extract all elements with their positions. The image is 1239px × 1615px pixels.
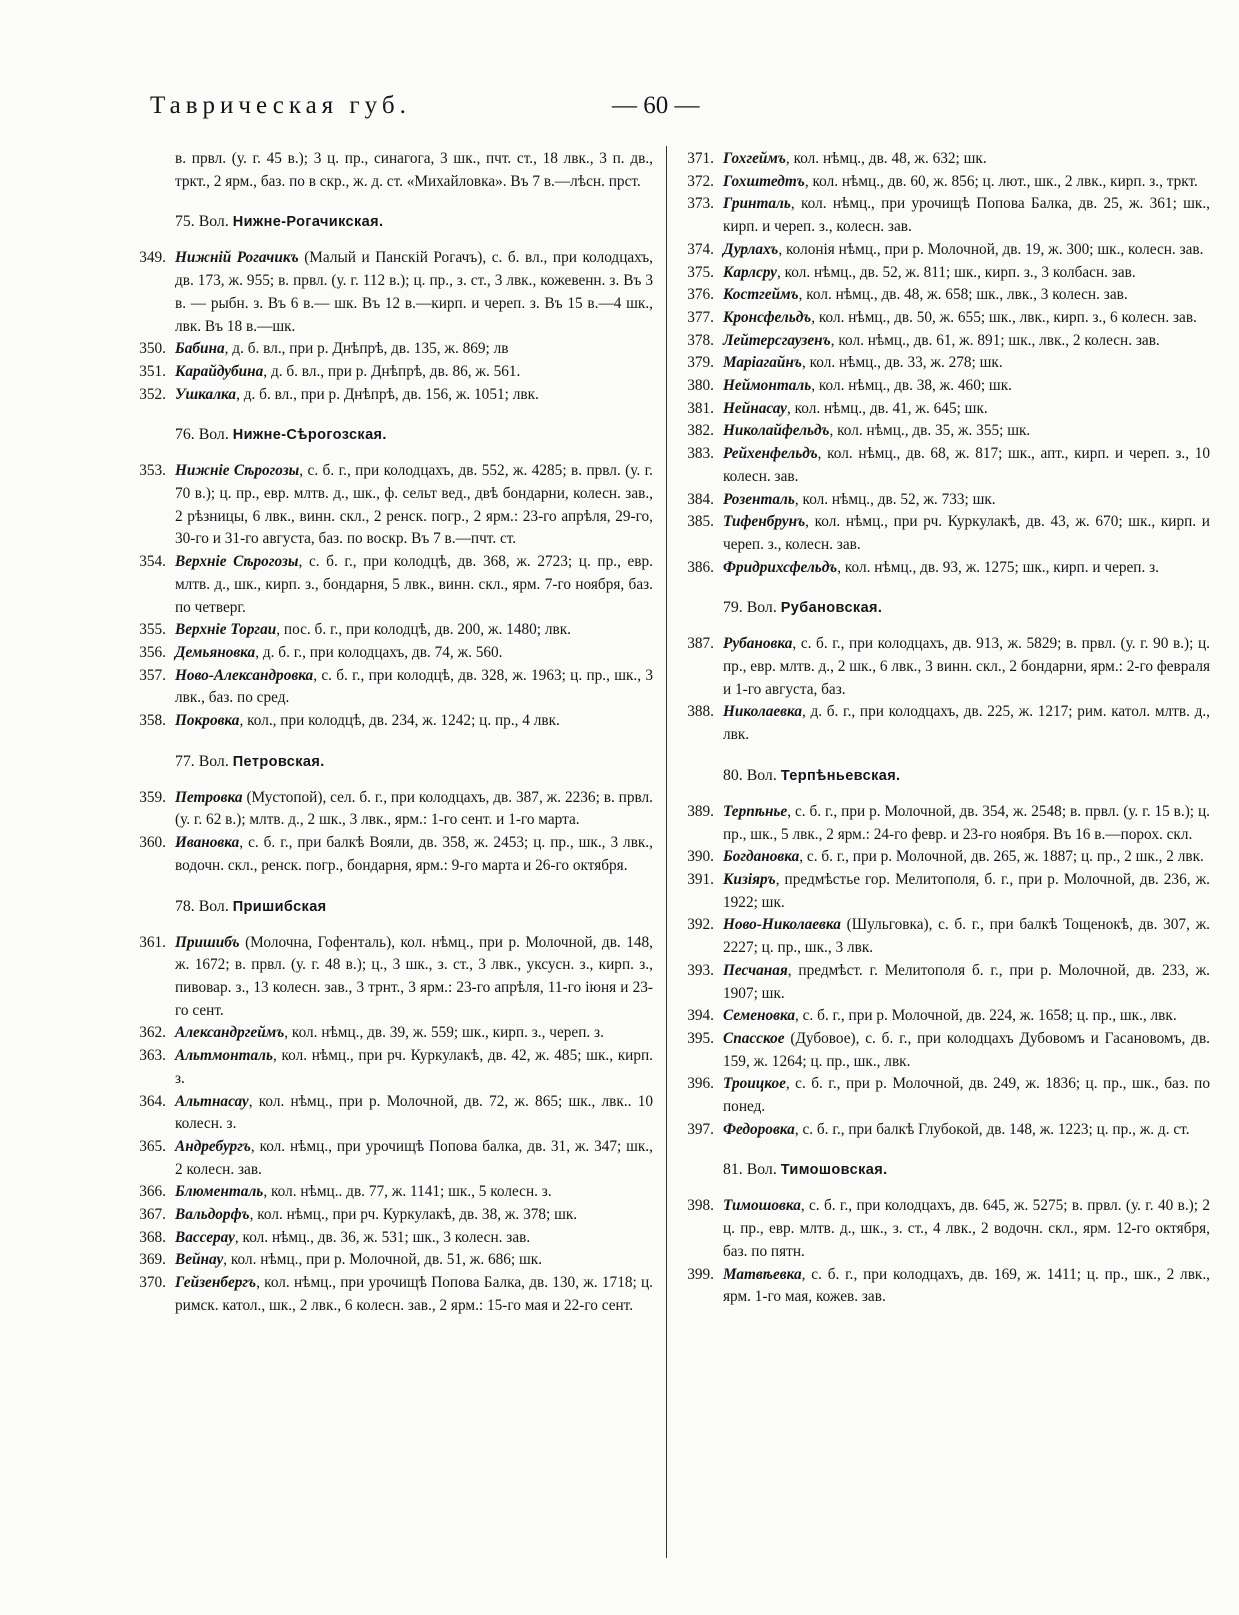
- settlement-entry: [678, 1119, 1210, 1142]
- entry-number: 361.: [139, 933, 166, 951]
- entry-number: 367.: [139, 1206, 166, 1224]
- entry-description: , д. б. г., при колодцахъ, дв. 74, ж. 560.: [255, 643, 503, 661]
- settlement-entry: [678, 701, 1210, 746]
- settlement-entry: [678, 398, 1210, 421]
- entry-number: 363.: [139, 1047, 166, 1065]
- entry-number: 358.: [139, 712, 166, 730]
- settlement-entry: [678, 193, 1210, 238]
- settlement-entry: [130, 1091, 653, 1136]
- volost-heading: [678, 1161, 1210, 1179]
- settlement-name: Богдановка: [723, 848, 800, 866]
- entry-number: 397.: [687, 1120, 714, 1138]
- settlement-entry: [678, 1073, 1210, 1118]
- settlement-name: Дурлахъ: [723, 240, 779, 258]
- entry-description: , с. б. г., при колодцахъ, дв. 913, ж. 5829; в. првл. (у. г. 90 в.); ц. пр., евр. млтв. д., 2 шк., 6 лвк., 3 винн. скл., 2 бондарни, ярм.: 2-го февраля и 1-го августа, баз.: [723, 635, 1210, 698]
- volost-title: Петровская.: [232, 753, 325, 770]
- settlement-entry: [678, 633, 1210, 701]
- settlement-entry: [678, 914, 1210, 959]
- volost-heading: [130, 898, 653, 916]
- entry-number: 390.: [687, 848, 714, 866]
- settlement-name: Ушкалка: [175, 385, 237, 403]
- entry-number: 385.: [687, 513, 714, 531]
- settlement-name: Бабина: [175, 340, 225, 358]
- entry-description: , д. б. вл., при р. Днѣпрѣ, дв. 135, ж. 869; лв: [224, 340, 509, 358]
- settlement-entry: [678, 557, 1210, 580]
- volost-title: Тимошовская.: [780, 1162, 888, 1179]
- settlement-entry: [130, 665, 653, 710]
- entry-number: 378.: [687, 331, 714, 349]
- entry-description: , с. б. г., при колодцѣ, дв. 368, ж. 2723; ц. пр., евр. млтв. д., шк., кирп. з., бондарня, 5 лвк., винн. скл., ярм. 7-го ноября, баз. по четверг.: [175, 553, 654, 616]
- volost-prefix: Вол.: [198, 426, 229, 444]
- entry-description: , кол. нѣмц., дв. 48, ж. 632; шк.: [785, 150, 987, 167]
- settlement-name: Пришибъ: [175, 933, 240, 951]
- settlement-name: Петровка: [175, 788, 243, 806]
- entry-number: 388.: [687, 703, 714, 721]
- settlement-name: Гейзенбергъ: [175, 1274, 257, 1292]
- settlement-name: Федоровка: [723, 1120, 795, 1138]
- settlement-entry: [678, 489, 1210, 512]
- settlement-entry: [678, 284, 1210, 307]
- settlement-entry: [678, 801, 1210, 846]
- entry-description: , д. б. г., при колодцахъ, дв. 225, ж. 1217; рим. катол. млтв. д., лвк.: [723, 703, 1210, 744]
- entry-description: , д. б. вл., при р. Днѣпрѣ, дв. 156, ж. 1051; лвк.: [236, 385, 539, 403]
- settlement-name: Рейхенфельдъ: [723, 445, 818, 463]
- volost-prefix: Вол.: [746, 766, 777, 784]
- entry-description: , кол. нѣмц., дв. 68, ж. 817; шк., апт., кирп. и череп. з., 10 колесн. зав.: [723, 445, 1210, 485]
- entry-description: , кол. нѣмц., дв. 48, ж. 658; шк., лвк., 3 колесн. зав.: [798, 286, 1128, 304]
- settlement-name: Терпѣнье: [723, 802, 788, 820]
- entry-number: 381.: [687, 399, 714, 417]
- entry-number: 364.: [139, 1092, 166, 1110]
- settlement-name: Альтнасау: [175, 1092, 249, 1110]
- settlement-entry: [678, 420, 1210, 443]
- volost-number: 77.: [175, 752, 195, 770]
- settlement-entry: [678, 869, 1210, 914]
- entry-number: 399.: [687, 1265, 714, 1283]
- entry-number: 396.: [687, 1075, 714, 1093]
- entry-number: 379.: [687, 354, 714, 372]
- settlement-name: Розенталь: [723, 490, 795, 508]
- entry-number: 382.: [687, 422, 714, 440]
- settlement-entry: [130, 932, 653, 1023]
- settlement-name: Маріагайнъ: [723, 354, 802, 372]
- entry-number: 380.: [687, 377, 714, 395]
- settlement-name: Нижній Рогачикъ: [175, 249, 299, 267]
- settlement-name: Гохгеймъ: [723, 150, 786, 167]
- settlement-entry: [130, 551, 653, 619]
- entry-description: , с. б. г., при р. Молочной, дв. 249, ж. 1836; ц. пр., шк., баз. по понед.: [723, 1075, 1210, 1116]
- settlement-name: Карайдубина: [175, 362, 264, 380]
- entry-number: 369.: [139, 1251, 166, 1269]
- settlement-entry: [678, 262, 1210, 285]
- settlement-entry: [678, 1005, 1210, 1028]
- entry-description: , кол. нѣмц., при р. Молочной, дв. 51, ж. 686; шк.: [223, 1251, 543, 1269]
- settlement-entry: [130, 460, 653, 551]
- settlement-entry: [130, 1272, 653, 1317]
- entry-number: 366.: [139, 1183, 166, 1201]
- entry-number: 375.: [687, 263, 714, 281]
- page-header: [150, 92, 1110, 126]
- settlement-entry: [678, 239, 1210, 262]
- volost-prefix: Вол.: [198, 897, 229, 915]
- settlement-name: Вассерау: [175, 1228, 235, 1246]
- settlement-entry: [130, 642, 653, 665]
- entry-description: , кол. нѣмц., при рч. Куркулакѣ, дв. 38, ж. 378; шк.: [249, 1206, 578, 1224]
- entry-continuation: в. првл. (у. г. 45 в.); 3 ц. пр., синагога, 3 шк., пчт. ст., 18 лвк., 3 п. дв., тркт., 2 ярм., баз. по в скр., ж. д. ст. «Михайловка». Въ 7 в.—лѣсн. прст.: [175, 150, 653, 190]
- entry-number: 392.: [687, 916, 714, 934]
- settlement-name: Вальдорфъ: [175, 1206, 250, 1224]
- settlement-entry: [678, 443, 1210, 488]
- left-column: [130, 148, 653, 1318]
- entry-number: 368.: [139, 1228, 166, 1246]
- entry-description: , кол. нѣмц., дв. 38, ж. 460; шк.: [811, 377, 1012, 395]
- alternate-name: (Шульговка): [840, 916, 929, 934]
- volost-prefix: Вол.: [746, 599, 777, 617]
- settlement-name: Ново-Александровка: [175, 666, 314, 684]
- volost-title: Рубановская.: [780, 600, 883, 617]
- entry-description: , кол. нѣмц., при р. Молочной, дв. 72, ж. 865; шк., лвк.. 10 колесн. з.: [175, 1092, 653, 1133]
- entry-description: , с. б. г., при колодцахъ Дубовомъ и Гасановомъ, дв. 159, ж. 1264; ц. пр., шк., лвк.: [723, 1029, 1210, 1070]
- settlement-name: Спасское: [723, 1029, 785, 1047]
- entry-number: 377.: [687, 308, 714, 326]
- settlement-entry: [130, 619, 653, 642]
- settlement-entry: [130, 710, 653, 733]
- settlement-name: Кронсфельдъ: [723, 308, 812, 326]
- volost-title: Пришибская: [232, 898, 327, 915]
- alternate-name: (Молочна, Гофенталь): [239, 933, 392, 951]
- settlement-entry: [678, 352, 1210, 375]
- volost-heading: [130, 753, 653, 771]
- settlement-name: Нейнасау: [723, 399, 787, 417]
- volost-title: Нижне-Рогачикская.: [232, 214, 384, 231]
- settlement-name: Александргеймъ: [175, 1024, 285, 1042]
- settlement-name: Верхніе Сѣрогозы: [175, 553, 299, 571]
- entry-description: , предмѣст. г. Мелитополя б. г., при р. Молочной, дв. 233, ж. 1907; шк.: [723, 961, 1210, 1002]
- settlement-name: Тифенбрунъ: [723, 513, 806, 531]
- settlement-name: Песчаная: [723, 961, 788, 979]
- entry-number: 376.: [687, 286, 714, 304]
- entry-description: , д. б. вл., при р. Днѣпрѣ, дв. 86, ж. 561.: [263, 362, 521, 380]
- volost-title: Терпѣньевская.: [780, 767, 901, 784]
- settlement-entry: [678, 1195, 1210, 1263]
- entry-description: , кол., при колодцѣ, дв. 234, ж. 1242; ц. пр., 4 лвк.: [239, 712, 560, 730]
- settlement-entry: [130, 1204, 653, 1227]
- entry-description: , кол. нѣмц., дв. 36, ж. 531; шк., 3 колесн. зав.: [234, 1228, 531, 1246]
- entry-description: , кол. нѣмц., дв. 35, ж. 355; шк.: [829, 422, 1031, 440]
- settlement-entry: [130, 832, 653, 877]
- volost-number: 76.: [175, 426, 195, 444]
- entry-number: 354.: [139, 553, 166, 571]
- settlement-entry: [678, 330, 1210, 353]
- settlement-entry: [678, 375, 1210, 398]
- volost-number: 75.: [175, 213, 195, 231]
- entry-description: , с. б. г., при колодцѣ, дв. 328, ж. 1963; ц. пр., шк., 3 лвк., баз. по сред.: [175, 666, 653, 707]
- entry-number: 393.: [687, 961, 714, 979]
- settlement-entry: [678, 148, 1210, 171]
- entry-description: , кол. нѣмц., дв. 52, ж. 733; шк.: [794, 490, 996, 508]
- volost-heading: [678, 767, 1210, 785]
- settlement-name: Семеновка: [723, 1007, 795, 1025]
- entry-number: 394.: [687, 1007, 714, 1025]
- entry-number: 349.: [139, 249, 166, 267]
- settlement-name: Лейтерсгаузенъ: [723, 331, 831, 349]
- entry-description: , кол. нѣмц., дв. 93, ж. 1275; шк., кирп. и череп. з.: [837, 558, 1159, 576]
- settlement-entry: [130, 787, 653, 832]
- settlement-entry: [678, 171, 1210, 194]
- settlement-entry: [130, 1181, 653, 1204]
- column-divider: [666, 146, 667, 1558]
- volost-number: 78.: [175, 897, 195, 915]
- settlement-entry: [678, 1028, 1210, 1073]
- settlement-name: Николаевка: [723, 703, 802, 721]
- entry-description: , кол. нѣмц., при урочищѣ Попова балка, дв. 31, ж. 347; шк., 2 колесн. зав.: [175, 1137, 653, 1178]
- settlement-entry: [678, 307, 1210, 330]
- settlement-name: Покровка: [175, 712, 240, 730]
- settlement-name: Блюменталь: [175, 1183, 264, 1201]
- volost-prefix: Вол.: [746, 1161, 777, 1179]
- entry-number: 383.: [687, 445, 714, 463]
- entry-description: , с. б. г., при балкѣ Глубокой, дв. 148, ж. 1223; ц. пр., ж. д. ст.: [794, 1120, 1190, 1138]
- entry-number: 372.: [687, 172, 714, 190]
- volost-number: 80.: [723, 766, 743, 784]
- settlement-entry: [130, 247, 653, 338]
- entry-number: 395.: [687, 1029, 714, 1047]
- entry-number: 357.: [139, 666, 166, 684]
- entry-number: 371.: [687, 150, 714, 167]
- volost-heading: [678, 599, 1210, 617]
- settlement-name: Матвѣевка: [723, 1265, 802, 1283]
- entry-description: , кол. нѣмц., дв. 39, ж. 559; шк., кирп. з., череп. з.: [284, 1024, 604, 1042]
- entry-description: , с. б. г., при балкѣ Вояли, дв. 358, ж. 2453; ц. пр., шк., 3 лвк., водочн. скл., ренск. погр., бондарня, ярм.: 9-го марта и 26-го октября.: [175, 834, 653, 874]
- entry-number: 352.: [139, 385, 166, 403]
- settlement-name: Ивановка: [175, 834, 240, 852]
- settlement-name: Вейнау: [175, 1251, 224, 1269]
- entry-number: 374.: [687, 240, 714, 258]
- entry-description: , с. б. г., при балкѣ Тощенокѣ, дв. 307, ж. 2227; ц. пр., шк., 3 лвк.: [723, 916, 1210, 957]
- settlement-entry: [678, 960, 1210, 1005]
- entry-number: 350.: [139, 340, 166, 358]
- volost-number: 79.: [723, 599, 743, 617]
- entry-description: , с. б. г., при р. Молочной, дв. 354, ж. 2548; в. првл. (у. г. 15 в.); ц. пр., шк., 5 лвк., 2 ярм.: 24-го февр. и 23-го ноября. Въ 16 в.—порох. скл.: [723, 802, 1210, 843]
- settlement-name: Карлсру: [723, 263, 777, 281]
- volost-prefix: Вол.: [198, 213, 229, 231]
- entry-description: , колонія нѣмц., при р. Молочной, дв. 19, ж. 300; шк., колесн. зав.: [778, 240, 1204, 258]
- entry-number: 391.: [687, 870, 714, 888]
- settlement-entry: [130, 361, 653, 384]
- entry-number: 386.: [687, 558, 714, 576]
- settlement-entry: [130, 1136, 653, 1181]
- entry-number: 370.: [139, 1274, 166, 1292]
- entry-description: , сел. б. г., при колодцахъ, дв. 387, ж. 2236; в. првл. (у. г. 62 в.); млтв. д., 2 шк., 3 лвк., ярм.: 1-го сент. и 1-го марта.: [175, 788, 653, 829]
- running-title: Таврическая губ.: [150, 92, 411, 119]
- alternate-name: (Малый и Панскій Рогачъ): [298, 249, 483, 267]
- entry-description: , кол. нѣмц., при урочищѣ Попова Балка, дв. 25, ж. 361; шк., кирп. и череп. з., колесн. зав.: [723, 195, 1210, 236]
- settlement-name: Фридрихсфельдъ: [723, 558, 838, 576]
- settlement-name: Нижніе Сѣрогозы: [175, 462, 300, 480]
- settlement-name: Рубановка: [723, 635, 793, 653]
- entry-number: 353.: [139, 462, 166, 480]
- entry-number: 384.: [687, 490, 714, 508]
- entry-number: 362.: [139, 1024, 166, 1042]
- settlement-name: Гринталь: [723, 195, 791, 213]
- volost-heading: [130, 426, 653, 444]
- entry-number: 389.: [687, 802, 714, 820]
- entry-description: , с. б. г., при р. Молочной, дв. 265, ж. 1887; ц. пр., 2 шк., 2 лвк.: [799, 848, 1204, 866]
- settlement-entry: [130, 384, 653, 407]
- entry-description: , предмѣстье гор. Мелитополя, б. г., при р. Молочной, дв. 236, ж. 1922; шк.: [723, 870, 1210, 911]
- entry-description: , кол. нѣмц., дв. 33, ж. 278; шк.: [801, 354, 1003, 372]
- alternate-name: (Дубовое): [784, 1029, 856, 1047]
- entry-number: 398.: [687, 1197, 714, 1215]
- alternate-name: (Мустопой): [242, 788, 323, 806]
- settlement-entry: [678, 1264, 1210, 1309]
- entry-description: , пос. б. г., при колодцѣ, дв. 200, ж. 1480; лвк.: [276, 621, 571, 639]
- entry-number: 359.: [139, 788, 166, 806]
- entry-description: , кол. нѣмц.. дв. 77, ж. 1141; шк., 5 колесн. з.: [263, 1183, 552, 1201]
- entry-number: 351.: [139, 362, 166, 380]
- entry-description: , кол. нѣмц., дв. 50, ж. 655; шк., лвк., кирп. з., 6 колесн. зав.: [811, 308, 1197, 326]
- right-column: [678, 148, 1210, 1309]
- entry-description: , с. б. г., при колодцахъ, дв. 169, ж. 1411; ц. пр., шк., 2 лвк., ярм. 1-го мая, кожев. зав.: [723, 1265, 1210, 1306]
- settlement-entry: [130, 1227, 653, 1250]
- entry-number: 356.: [139, 643, 166, 661]
- entry-description: , с. б. г., при колодцахъ, дв. 552, ж. 4285; в. првл. (у. г. 70 в.); ц. пр., евр. млтв. д., шк., ф. сельт вед., двѣ бондарни, колесн. зав., 2 рѣзницы, 6 лвк., винн. скл., 2 ренск. погр., 2 ярм.: 23-го апрѣля, 29-го, 30-го и 31-го августа, баз. по воскр. Въ 7 в.—пчт. ст.: [175, 462, 653, 548]
- settlement-entry: [678, 511, 1210, 556]
- settlement-entry: [130, 1045, 653, 1090]
- entry-description: , кол. нѣмц., при р. Молочной, дв. 148, ж. 1672; в. првл. (у. г. 48 в.); ц., 3 шк., з. ст., 3 лвк., уксусн. з., кирп. з., пивовар. з., 13 колесн. зав., 3 трнт., 3 ярм.: 23-го апрѣля, 11-го іюня и 23-го сент.: [175, 933, 653, 1019]
- settlement-name: Неймонталь: [723, 377, 812, 395]
- settlement-entry: [130, 1022, 653, 1045]
- settlement-entry: [678, 846, 1210, 869]
- settlement-name: Ново-Николаевка: [723, 916, 841, 934]
- settlement-name: Костгеймъ: [723, 286, 799, 304]
- settlement-name: Троицкое: [723, 1075, 786, 1093]
- settlement-name: Демьяновка: [175, 643, 256, 661]
- entry-description: , кол. нѣмц., дв. 61, ж. 891; шк., лвк., 2 колесн. зав.: [830, 331, 1160, 349]
- settlement-name: Николайфельдъ: [723, 422, 830, 440]
- page-number: — 60 —: [612, 92, 700, 119]
- entry-number: 373.: [687, 195, 714, 213]
- entry-description: , кол. нѣмц., дв. 60, ж. 856; ц. лют., шк., 2 лвк., кирп. з., тркт.: [804, 172, 1198, 190]
- settlement-name: Верхніе Торгаи: [175, 621, 277, 639]
- volost-number: 81.: [723, 1161, 743, 1179]
- entry-number: 360.: [139, 834, 166, 852]
- entry-description: , с. б. вл., при колодцахъ, дв. 173, ж. 955; в. првл. (у. г. 112 в.); ц. пр., з. ст., 3 лвк., кожевенн. з. Въ 3 в. — рыбн. з. Въ 6 в.— шк. Въ 12 в.—кирп. и череп. з. Въ 15 в.—4 шк., лвк. Въ 18 в.—шк.: [175, 249, 653, 335]
- entry-description: , кол. нѣмц., при рч. Куркулакѣ, дв. 43, ж. 670; шк., кирп. и череп. з., колесн. зав.: [723, 513, 1210, 553]
- entry-number: 365.: [139, 1137, 166, 1155]
- entry-description: , с. б. г., при колодцахъ, дв. 645, ж. 5275; в. првл. (у. г. 40 в.); 2 ц. пр., евр. млтв. д., шк., з. ст., 4 лвк., 2 водочн. скл., ярм. 12-го октября, баз. по пятн.: [723, 1197, 1210, 1260]
- settlement-entry: [130, 1249, 653, 1272]
- entry-number: 355.: [139, 621, 166, 639]
- entry-description: , кол. нѣмц., при рч. Куркулакѣ, дв. 42, ж. 485; шк., кирп. з.: [175, 1047, 653, 1087]
- settlement-name: Альтмонталь: [175, 1047, 273, 1065]
- entry-description: , кол. нѣмц., дв. 41, ж. 645; шк.: [786, 399, 988, 417]
- settlement-name: Кизіяръ: [723, 870, 776, 888]
- entry-number: 387.: [687, 635, 714, 653]
- volost-heading: [130, 213, 653, 231]
- volost-prefix: Вол.: [198, 752, 229, 770]
- settlement-entry: [130, 338, 653, 361]
- settlement-name: Тимошовка: [723, 1197, 801, 1215]
- entry-description: , с. б. г., при р. Молочной, дв. 224, ж. 1658; ц. пр., шк., лвк.: [794, 1007, 1177, 1025]
- settlement-name: Андребургъ: [175, 1137, 251, 1155]
- settlement-name: Гохштедтъ: [723, 172, 805, 190]
- entry-description: , кол. нѣмц., при урочищѣ Попова Балка, дв. 130, ж. 1718; ц. римск. катол., шк., 2 лвк., 6 колесн. зав., 2 ярм.: 15-го мая и 22-го сент.: [175, 1274, 653, 1314]
- entry-description: , кол. нѣмц., дв. 52, ж. 811; шк., кирп. з., 3 колбасн. зав.: [776, 263, 1136, 281]
- volost-title: Нижне-Сѣрогозская.: [232, 427, 387, 444]
